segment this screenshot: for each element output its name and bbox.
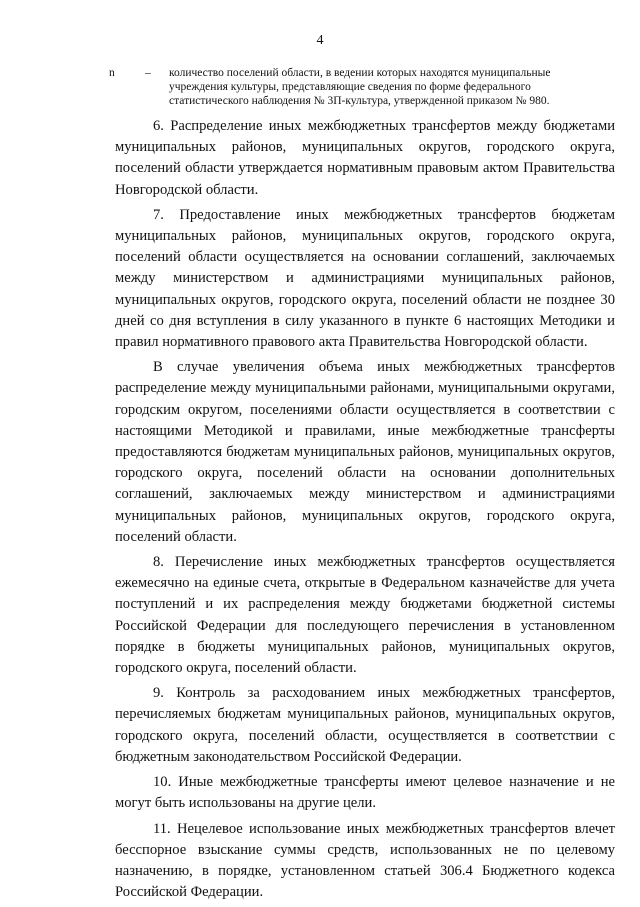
paragraph-10: 10. Иные межбюджетные трансферты имеют целевое назначение и не могут быть использованы на другие цели. — [115, 774, 615, 812]
paragraph-11: 11. Нецелевое использование иных межбюджетных трансфертов влечет бесспорное взыскание суммы средств, использованных не по целевому назначению, в порядке, установленном статьей 306.4 Бюджетного кодекса Российской Федерации. — [115, 820, 615, 901]
paragraph-8: 8. Перечисление иных межбюджетных трансфертов осуществляется ежемесячно на единые счета, открытые в Федеральном казначействе для учета поступлений и их распределения между бюджетами бюджетной системы Российской Федерации для последующего перечисления в установленном порядке в бюджеты муниципальных районов, муниципальных округов, городского округа, поселений области. — [115, 554, 615, 677]
variable-definition — [109, 66, 599, 108]
paragraph-9: 9. Контроль за расходованием иных межбюджетных трансфертов, перечисляемых бюджетам муниципальных районов, муниципальных округов, городского округа, поселений области, осуществляется в соответствии с бюджетным законодательством Российской Федерации. — [115, 685, 615, 765]
variable-symbol: n — [109, 67, 115, 79]
paragraph-6: 6. Распределение иных межбюджетных трансфертов между бюджетами муниципальных районов, муниципальных округов, городского округа, поселений области утверждается нормативным правовым актом Правительства Новгородской области. — [115, 118, 615, 198]
definition-text: количество поселений области, в ведении которых находятся муниципальные учреждения культуры, представляющие сведения по форме федерального статистического наблюдения № 3П-культура, утвержденной приказом № 980. — [169, 67, 551, 107]
paragraph-7: 7. Предоставление иных межбюджетных трансфертов бюджетам муниципальных районов, муниципальных округов, городского округа, поселений области осуществляется на основании соглашений, заключаемых между министерством и администрациями муниципальных районов, муниципальных округов, городского округа, поселений области не позднее 30 дней со дня вступления в силу указанного в пункте 6 настоящих Методики и правил нормативного правового акта Правительства Новгородской области. — [115, 206, 615, 351]
definition-dash: – — [145, 67, 151, 79]
page-number: 4 — [316, 33, 324, 48]
document-body — [115, 116, 615, 907]
paragraph-7-continued: В случае увеличения объема иных межбюджетных трансфертов распределение между муниципальными районами, муниципальными округами, городским округом, поселениями области осуществляется в соответствии с настоящими Методикой и правилами, иные межбюджетные трансферты предоставляются бюджетам муниципальных районов, муниципальных округов, городского округа, поселений области на основании дополнительных соглашений, заключаемых между министерством и администрациями муниципальных районов, муниципальных округов, городского округа, поселений области. — [115, 359, 615, 545]
